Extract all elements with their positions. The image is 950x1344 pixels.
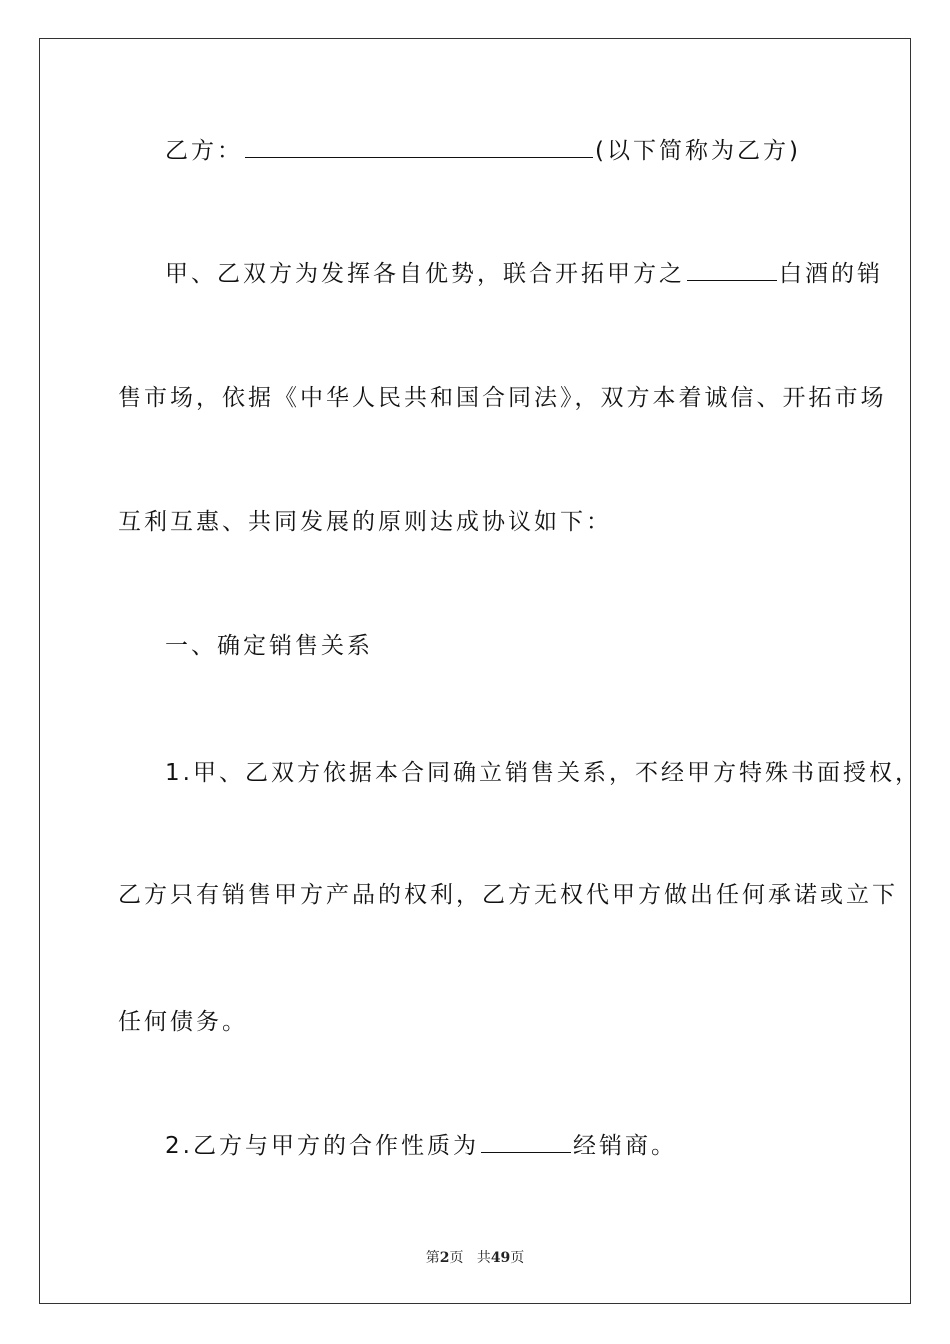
paragraph-1-text-a: 甲、乙双方为发挥各自优势，联合开拓甲方之 xyxy=(165,261,685,287)
party-b-line xyxy=(165,135,801,166)
party-b-name-blank[interactable] xyxy=(245,135,593,158)
paragraph-1-line-2: 售市场，依据《中华人民共和国合同法》，双方本着诚信、开拓市场 xyxy=(118,385,887,411)
paragraph-1-line-3: 互利互惠、共同发展的原则达成协议如下： xyxy=(118,509,612,535)
item-1-line-3: 任何债务。 xyxy=(118,1009,248,1035)
party-b-label: 乙方： xyxy=(165,138,243,164)
dealer-type-blank[interactable] xyxy=(481,1130,571,1153)
page-frame xyxy=(39,38,911,1304)
footer-total-suffix: 页 xyxy=(510,1250,525,1266)
product-name-blank[interactable] xyxy=(687,258,777,281)
paragraph-1-text-b: 白酒的销 xyxy=(779,261,883,287)
item-2-text-b: 经销商。 xyxy=(572,1133,677,1159)
footer-page-suffix: 页 xyxy=(449,1250,464,1266)
footer-total-prefix: 共 xyxy=(476,1250,491,1266)
item-1-line-2: 乙方只有销售甲方产品的权利，乙方无权代甲方做出任何承诺或立下 xyxy=(118,882,898,908)
footer-total-pages: 49 xyxy=(490,1250,511,1266)
page-footer xyxy=(0,1247,950,1267)
item-2-line xyxy=(165,1130,677,1161)
item-2-text-a: 2.乙方与甲方的合作性质为 xyxy=(165,1133,479,1159)
party-b-suffix: (以下简称为乙方) xyxy=(595,138,801,164)
item-1-line-1: 1.甲、乙双方依据本合同确立销售关系，不经甲方特殊书面授权， xyxy=(165,760,921,786)
paragraph-1-line-1 xyxy=(165,258,883,289)
section-1-heading: 一、确定销售关系 xyxy=(165,633,373,659)
footer-page-number: 2 xyxy=(439,1250,450,1266)
footer-prefix: 第 xyxy=(425,1250,440,1266)
